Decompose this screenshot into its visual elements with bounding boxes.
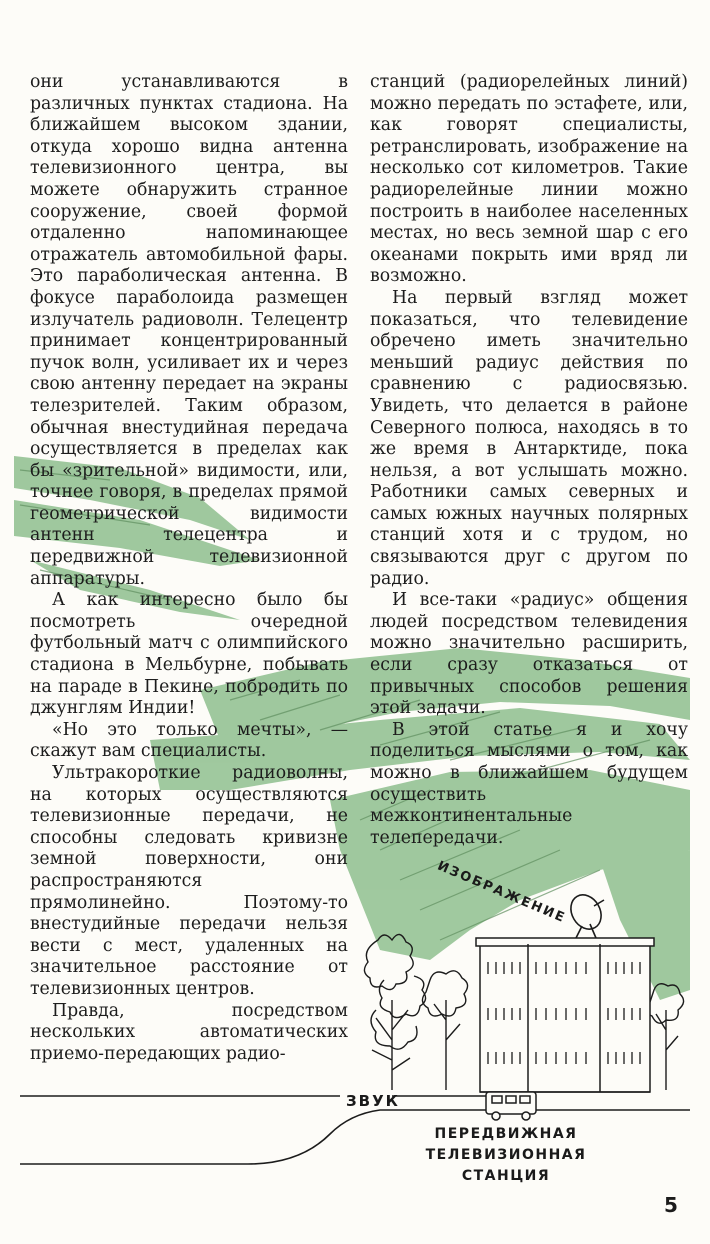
- sound-signal-label: ЗВУК: [346, 1092, 400, 1110]
- illustration-caption: [402, 1124, 610, 1187]
- paragraph: На первый взгляд может показаться, что телевидение обречено иметь значительно меньший радиус действия по сравнению с радиосвязью. Увидеть, что делается в районе Северного полюса, находясь в то же время в Антарктиде, пока нельзя, а вот услышать можно. Работники самых северных и самых южных научных полярных станций хотя и с трудом, но связываются друг с другом по радио.: [370, 287, 688, 589]
- text-column-right: [370, 72, 688, 849]
- tv-van: [486, 1092, 536, 1120]
- paragraph: А как интересно было бы посмотреть очередной футбольный матч с олимпийского стадиона в Мельбурне, побывать на параде в Пекине, побродить по джунглям Индии!: [30, 590, 348, 719]
- caption-line: ПЕРЕДВИЖНАЯ: [434, 1126, 578, 1142]
- paragraph: И все-таки «радиус» общения людей посредством телевидения можно значительно расширить, если сразу отказаться от привычных способов решения этой задачи.: [370, 590, 688, 719]
- paragraph: станций (радиорелейных линий) можно передать по эстафете, или, как говорят специалисты, ретранслировать, изображение на несколько сот километров. Такие радиорелейные линии можно построить в наиболее населенных местах, но весь земной шар с его океанами покрыть ими вряд ли возможно.: [370, 72, 688, 287]
- paragraph: В этой статье я и хочу поделиться мыслями о том, как можно в ближайшем будущем осуществить межконтинентальные телепередачи.: [370, 719, 688, 848]
- text-column-left: [30, 72, 348, 1065]
- paragraph: Правда, посредством нескольких автоматических приемо-передающих радио-: [30, 1000, 348, 1064]
- paragraph: они устанавливаются в различных пунктах стадиона. На ближайшем высоком здании, откуда хорошо видна антенна телевизионного центра, вы можете обнаружить странное сооружение, своей формой отдаленно напоминающее отражатель автомобильной фары. Это параболическая антенна. В фокусе параболоида размещен излучатель радиоволн. Телецентр принимает концентрированный пучок волн, усиливает их и через свою антенну передает на экраны телезрителей. Таким образом, обычная внестудийная передача осуществляется в пределах как бы «зрительной» видимости, или, точнее говоря, в пределах прямой геометрической видимости антенн телецентра и передвижной телевизионной аппаратуры.: [30, 72, 348, 589]
- parabolic-antenna: [565, 889, 607, 938]
- paragraph: «Но это только мечты», — скажут вам специалисты.: [30, 719, 348, 762]
- caption-line: СТАНЦИЯ: [461, 1168, 551, 1184]
- caption-line: ТЕЛЕВИЗИОННАЯ: [425, 1147, 587, 1163]
- page-number: 5: [664, 1193, 678, 1217]
- paragraph: Ультракороткие радиоволны, на которых осуществляются телевизионные передачи, не способны следовать кривизне земной поверхности, они распространяются прямолинейно. Поэтому-то внестудийные передачи нельзя вести с мест, удаленных на значительное расстояние от телевизионных центров.: [30, 763, 348, 999]
- building: [476, 938, 654, 1092]
- image-signal-label: ИЗОБРАЖЕНИЕ: [435, 858, 569, 927]
